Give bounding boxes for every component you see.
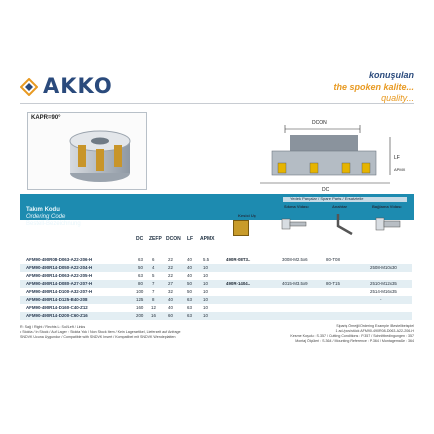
row-key: 80-T15 [326,281,340,286]
row-dcon: 60 [168,313,173,318]
row-fixing: 2510-M12x35 [370,281,397,286]
row-dcon: 40 [168,297,173,302]
slogan-line-1: konuşulan [368,70,414,80]
insert-icon [233,220,249,236]
row-lf: 63 [187,297,192,302]
note-stock: • Stokta / In Stock / Auf Lager ◦ Stokta Yok / Non Stock Item / Kein Lagerartikel, Lieferzeit auf Anfrage [20,330,181,334]
col-insert: Kesici Uç [238,213,257,218]
row-zefp: 7 [152,281,155,286]
spare-parts-header: Yedek Parçalar / Spare Parts / Ersatzteile [290,196,364,201]
ordering-code-title [26,207,81,228]
row-dcon: 22 [168,265,173,270]
table-row [20,288,412,296]
row-lf: 40 [187,265,192,270]
col-apmx: APMX [200,236,215,242]
row-apmx: 10 [203,297,208,302]
brand-logo [20,74,113,98]
row-lf: 50 [187,281,192,286]
row-code: AFM90-490R14-D200-C60-Z16 [26,313,88,318]
row-dc: 125 [136,297,144,302]
row-dc: 80 [138,281,143,286]
title-en: Ordering Code [26,214,66,220]
table-row [20,256,412,264]
face-mill-image [28,113,146,189]
row-dcon: 22 [168,257,173,262]
col-dc: DC [136,236,144,242]
row-zefp: 8 [152,297,155,302]
row-apmx: 10 [203,281,208,286]
slogan-line-3: quality... [381,93,414,103]
ordering-table [20,256,412,320]
table-row [20,312,412,320]
row-apmx: 5.5 [203,257,210,262]
row-lf: 40 [187,257,192,262]
row-dc: 63 [138,273,143,278]
row-code: AFM90-490R14-D100-A32-207-H [26,289,93,294]
row-insert: 490R-08T3.. [226,257,251,262]
row-dcon: 27 [168,281,173,286]
row-zefp: 16 [151,313,156,318]
row-code: AFM90-490R08-D063-A22-206-H [26,257,93,262]
row-apmx: 10 [203,265,208,270]
fixing-screw-icon [374,212,402,236]
row-lf: 63 [187,305,192,310]
header-divider [20,103,414,104]
screw-icon [280,212,308,236]
cutting-conditions: Kesme Koşulu : S.357 / Cutting Conditions : P.357 / Schnittbedingungen : 357 [290,334,414,338]
row-dc: 200 [136,313,144,318]
key-icon [330,210,358,238]
product-photo [27,112,147,190]
row-apmx: 10 [203,305,208,310]
row-screw: 4015-M3.5x9 [282,281,308,286]
row-code: AFM90-490R14-D050-A22-204-H [26,265,93,270]
row-code: AFM90-490R14-D080-A27-207-H [26,281,93,286]
row-dcon: 22 [168,273,173,278]
row-insert: 490R-1404.. [226,281,251,286]
row-zefp: 6 [152,257,155,262]
row-dcon: 32 [168,289,173,294]
row-code: AFM90-490R14-D063-A22-205-H [26,273,93,278]
col-key: Anahtar [332,204,348,209]
title-de: Bestell-Bezeichnung [26,221,81,227]
table-row [20,272,412,280]
row-fixing: 2508-M10x30 [370,265,397,270]
slogan-line-2: the spoken kalite... [333,82,414,92]
dc-label: DC [322,187,330,193]
brand-name: AKKO [43,74,113,98]
apmx-label: APMX [394,167,406,172]
akko-logo-mark-icon [20,77,38,95]
row-zefp: 4 [152,265,155,270]
row-apmx: 10 [203,289,208,294]
note-compatible: SNDVK Ucuna Uygundur / Compatible with SNDVK Insert / Kompatibel mit SNDVK Wendeplatten [20,335,176,339]
col-lf: LF [187,236,194,242]
col-screw: Sıkma Vidası [284,204,309,209]
row-apmx: 10 [203,313,208,318]
ordering-example [266,324,414,344]
lf-label: LF [394,155,400,161]
col-zefp: ZEFP [149,236,162,242]
row-lf: 40 [187,273,192,278]
row-zefp: 12 [151,305,156,310]
row-apmx: 10 [203,273,208,278]
row-dc: 160 [136,305,144,310]
row-fixing: 2514-M16x35 [370,289,397,294]
table-row [20,296,412,304]
col-fix: Bağlama Vidası [372,204,402,209]
table-row [20,280,412,288]
note-direction: R: Sağ / Right / Rechts L: Sol/Left / Links [20,325,86,329]
row-dc: 50 [138,265,143,270]
row-zefp: 5 [152,273,155,278]
col-dcon: DCON [166,236,181,242]
technical-drawing [250,107,418,193]
dcon-label: DCON [312,120,327,126]
kapr-label: KAPR=90° [31,115,61,121]
row-key: 80-T08 [326,257,340,262]
row-screw: 3008-M2.5x6 [282,257,308,262]
title-tr: Takım Kodu [26,207,60,213]
table-row [20,304,412,312]
mounting-reference: Montaj Ölçüleri : S.364 / Mounting Reference : P.364 / Montagemaße : 364 [295,339,414,343]
row-lf: 63 [187,313,192,318]
row-code: AFM90-490R14-D125-B40-208 [26,297,88,302]
table-row [20,264,412,272]
row-fixing: - [380,297,382,302]
row-lf: 50 [187,289,192,294]
legend-notes [20,325,270,340]
row-dc: 63 [138,257,143,262]
row-zefp: 7 [152,289,155,294]
row-code: AFM90-490R14-D160-C40-Z12 [26,305,88,310]
row-dc: 100 [136,289,144,294]
example-title: Sipariş Örneği/Ordering Example /Bestellbeispiel [336,324,414,328]
example-code: 1 ad./pcs/stück AFM90-490R08-D063-A22-206-H [335,329,414,333]
row-dcon: 40 [168,305,173,310]
